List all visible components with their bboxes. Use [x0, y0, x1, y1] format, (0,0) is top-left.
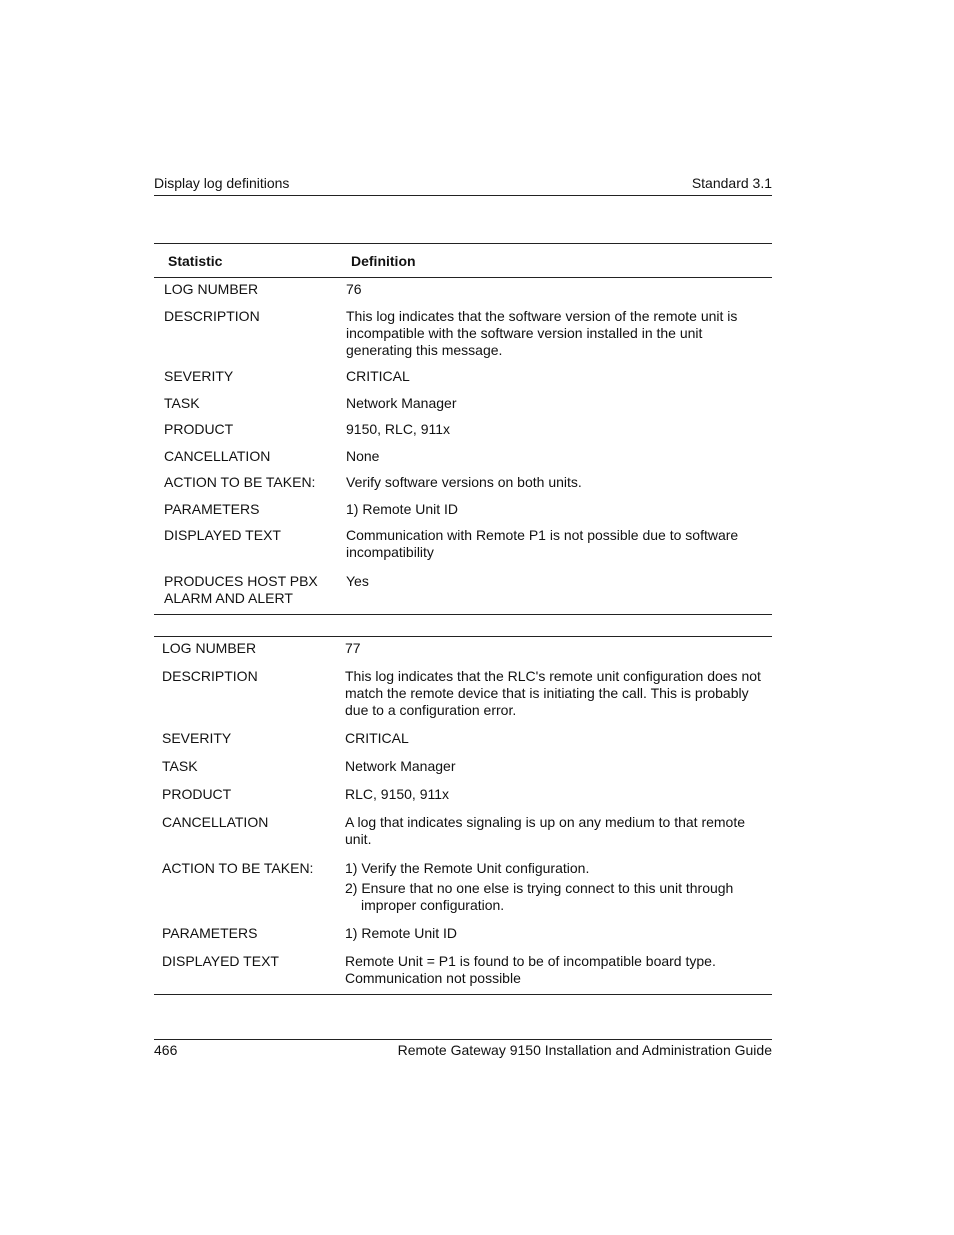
- table-top-rule: [154, 243, 772, 244]
- row-label: ACTION TO BE TAKEN:: [162, 860, 314, 876]
- row-label-line: ALARM AND ALERT: [164, 590, 293, 606]
- table-top-rule: [154, 636, 772, 637]
- row-value: 1) Remote Unit ID: [346, 501, 459, 517]
- row-value: Yes: [346, 573, 369, 589]
- row-value: None: [346, 448, 380, 464]
- row-value: Network Manager: [345, 758, 456, 774]
- row-value: RLC, 9150, 911x: [345, 786, 450, 802]
- row-value: 76: [346, 281, 362, 297]
- row-value: 1) Remote Unit ID: [345, 925, 458, 941]
- row-label: PARAMETERS: [164, 501, 260, 517]
- running-header-section: Display log definitions: [154, 175, 290, 191]
- table-bottom-rule: [154, 994, 772, 995]
- row-label: CANCELLATION: [162, 814, 269, 830]
- row-label: TASK: [162, 758, 198, 774]
- row-label: [164, 573, 318, 607]
- row-label: ACTION TO BE TAKEN:: [164, 474, 316, 490]
- row-value: [345, 860, 745, 914]
- row-value: Communication with Remote P1 is not possible due to software incompatibility: [346, 527, 739, 560]
- row-label: SEVERITY: [162, 730, 232, 746]
- row-label: LOG NUMBER: [162, 640, 257, 656]
- row-value: CRITICAL: [346, 368, 410, 384]
- row-label: DISPLAYED TEXT: [164, 527, 281, 543]
- row-label: DESCRIPTION: [164, 308, 260, 324]
- row-label: PARAMETERS: [162, 925, 258, 941]
- row-value: Verify software versions on both units.: [346, 474, 582, 490]
- row-value: This log indicates that the RLC's remote unit configuration does not match the remote device that is initiating the call. This is probably due to a configuration error.: [345, 668, 761, 718]
- row-label: DISPLAYED TEXT: [162, 953, 279, 969]
- table-header-rule: [154, 277, 772, 278]
- action-list-item: 2) Ensure that no one else is trying connect to this unit through improper configuration.: [345, 880, 734, 913]
- row-label: PRODUCT: [164, 421, 234, 437]
- row-label: CANCELLATION: [164, 448, 271, 464]
- row-value: Remote Unit = P1 is found to be of incompatible board type. Communication not possible: [345, 953, 716, 986]
- row-value: This log indicates that the software version of the remote unit is incompatible with the software version installed in the unit generating this message.: [346, 308, 738, 358]
- table-bottom-rule: [154, 614, 772, 615]
- footer-title: Remote Gateway 9150 Installation and Administration Guide: [397, 1042, 772, 1058]
- running-header-version: Standard 3.1: [691, 175, 772, 191]
- row-value: 9150, RLC, 911x: [346, 421, 451, 437]
- header-rule: [154, 195, 772, 196]
- page-number: 466: [154, 1042, 178, 1058]
- row-label: LOG NUMBER: [164, 281, 259, 297]
- row-label: DESCRIPTION: [162, 668, 258, 684]
- action-list-item: 1) Verify the Remote Unit configuration.: [345, 860, 590, 876]
- row-label: TASK: [164, 395, 200, 411]
- column-header-definition: Definition: [351, 253, 416, 269]
- row-value: CRITICAL: [345, 730, 409, 746]
- row-value: A log that indicates signaling is up on any medium to that remote unit.: [345, 814, 746, 847]
- row-label: SEVERITY: [164, 368, 234, 384]
- row-value: Network Manager: [346, 395, 457, 411]
- column-header-statistic: Statistic: [168, 253, 223, 269]
- row-label: PRODUCT: [162, 786, 232, 802]
- footer-rule: [154, 1039, 772, 1040]
- row-value: 77: [345, 640, 361, 656]
- row-label-line: PRODUCES HOST PBX: [164, 573, 318, 589]
